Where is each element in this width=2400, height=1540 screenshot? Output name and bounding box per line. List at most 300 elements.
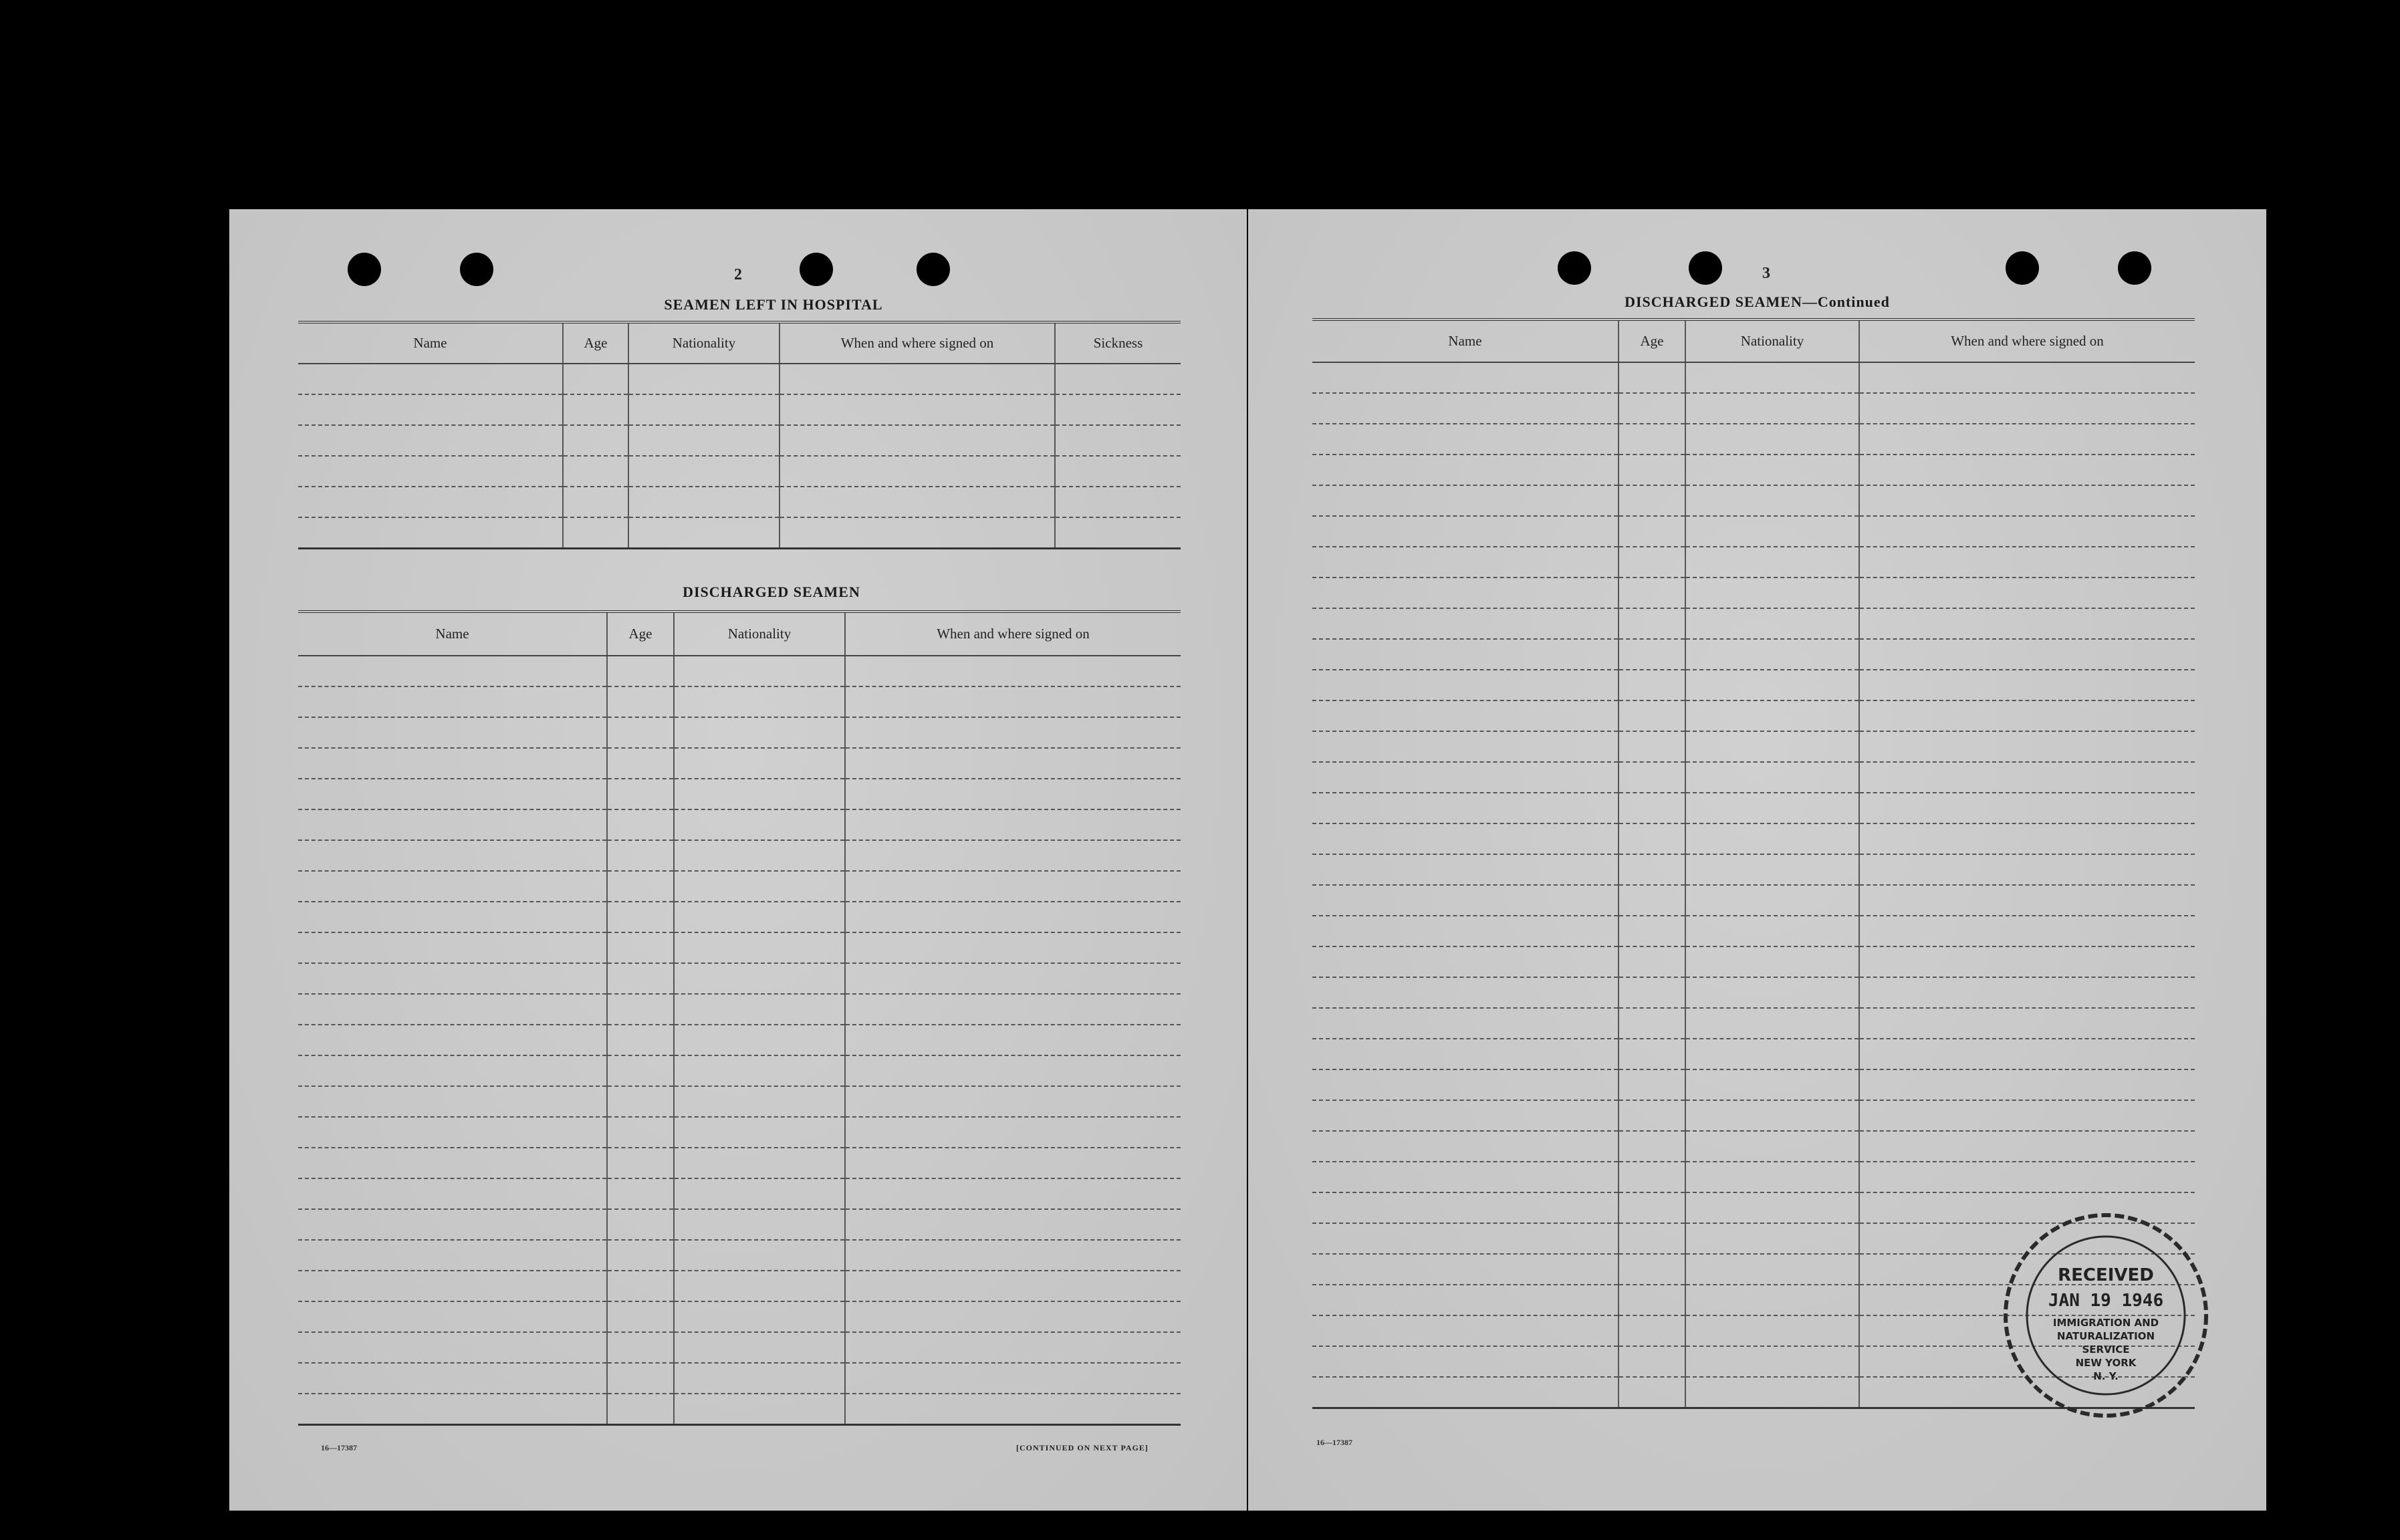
table-cell	[298, 1271, 607, 1301]
table-cell	[607, 871, 674, 902]
hospital-section-title: SEAMEN LEFT IN HOSPITAL	[664, 296, 883, 313]
table-cell	[1859, 578, 2195, 608]
table-row	[298, 871, 1181, 902]
punch-hole	[800, 253, 833, 286]
table-cell	[1859, 1039, 2195, 1069]
table-cell	[607, 1240, 674, 1271]
table-cell	[1312, 670, 1618, 700]
table-cell	[1859, 946, 2195, 977]
table-cell	[674, 932, 845, 963]
table-row	[298, 932, 1181, 963]
table-row	[1312, 731, 2195, 762]
table-cell	[1859, 823, 2195, 854]
table-cell	[845, 1148, 1181, 1178]
table-cell	[674, 809, 845, 840]
table-cell	[628, 517, 779, 548]
table-cell	[845, 1025, 1181, 1055]
table-cell	[607, 748, 674, 779]
continued-note: [CONTINUED ON NEXT PAGE]	[1016, 1443, 1149, 1452]
table-cell	[1859, 1100, 2195, 1131]
table-cell	[607, 717, 674, 748]
table-cell	[298, 1025, 607, 1055]
punch-hole	[348, 253, 381, 286]
table-cell	[845, 1055, 1181, 1086]
table-cell	[674, 1209, 845, 1240]
table-cell	[1312, 1039, 1618, 1069]
table-cell	[563, 394, 628, 425]
table-row	[1312, 516, 2195, 547]
form-number: 16—17387	[321, 1443, 357, 1452]
table-cell	[1618, 393, 1685, 424]
table-row	[298, 394, 1181, 425]
table-cell	[1312, 854, 1618, 885]
table-cell	[674, 1394, 845, 1424]
table-cell	[1685, 639, 1859, 670]
table-cell	[1685, 1315, 1859, 1346]
table-row	[298, 1394, 1181, 1424]
table-cell	[845, 1394, 1181, 1424]
table-cell	[607, 963, 674, 994]
column-header: Nationality	[628, 322, 779, 364]
table-cell	[1859, 670, 2195, 700]
table-cell	[1685, 670, 1859, 700]
table-row	[298, 1178, 1181, 1209]
table-cell	[779, 394, 1055, 425]
table-cell	[845, 1117, 1181, 1148]
table-cell	[1685, 362, 1859, 393]
table-cell	[298, 1332, 607, 1363]
table-row	[1312, 393, 2195, 424]
table-cell	[1618, 485, 1685, 516]
table-cell	[1618, 1285, 1685, 1315]
table-row	[298, 1055, 1181, 1086]
table-cell	[298, 1394, 607, 1424]
table-cell	[1312, 1285, 1618, 1315]
table-row	[298, 686, 1181, 717]
table-cell	[298, 656, 607, 686]
table-cell	[674, 871, 845, 902]
table-cell	[845, 656, 1181, 686]
table-cell	[779, 425, 1055, 456]
table-cell	[1312, 516, 1618, 547]
table-cell	[674, 1271, 845, 1301]
table-cell	[1312, 977, 1618, 1008]
table-cell	[1312, 916, 1618, 946]
table-row	[1312, 639, 2195, 670]
table-cell	[607, 1332, 674, 1363]
table-cell	[1618, 362, 1685, 393]
discharged-section-title: DISCHARGED SEAMEN	[683, 584, 860, 600]
table-cell	[1859, 639, 2195, 670]
table-cell	[1859, 608, 2195, 639]
table-cell	[607, 809, 674, 840]
table-cell	[1685, 1346, 1859, 1377]
table-cell	[1312, 578, 1618, 608]
table-row	[298, 1117, 1181, 1148]
table-cell	[1859, 916, 2195, 946]
table-cell	[298, 748, 607, 779]
table-cell	[674, 1178, 845, 1209]
table-cell	[1685, 1039, 1859, 1069]
table-row	[1312, 946, 2195, 977]
table-cell	[1685, 854, 1859, 885]
table-cell	[1055, 487, 1181, 517]
table-cell	[674, 963, 845, 994]
table-cell	[674, 840, 845, 871]
table-cell	[298, 1086, 607, 1117]
table-cell	[298, 994, 607, 1025]
table-cell	[1859, 393, 2195, 424]
table-cell	[607, 1086, 674, 1117]
table-cell	[1685, 916, 1859, 946]
table-cell	[607, 686, 674, 717]
table-cell	[1618, 455, 1685, 485]
table-cell	[1312, 393, 1618, 424]
table-cell	[1618, 516, 1685, 547]
table-cell	[1618, 639, 1685, 670]
table-cell	[298, 963, 607, 994]
table-cell	[674, 1055, 845, 1086]
table-cell	[1312, 547, 1618, 578]
table-row	[1312, 823, 2195, 854]
table-cell	[607, 1394, 674, 1424]
table-cell	[1685, 762, 1859, 793]
table-cell	[674, 1025, 845, 1055]
table-row	[298, 425, 1181, 456]
table-cell	[607, 1117, 674, 1148]
table-cell	[298, 1363, 607, 1394]
column-header: Name	[1312, 319, 1618, 362]
table-cell	[1618, 1346, 1685, 1377]
table-cell	[298, 686, 607, 717]
table-row	[1312, 916, 2195, 946]
table-cell	[1055, 517, 1181, 548]
table-row	[1312, 485, 2195, 516]
table-cell	[607, 1055, 674, 1086]
table-cell	[1685, 485, 1859, 516]
stamp-line3: IMMIGRATION AND	[2052, 1317, 2159, 1329]
table-cell	[1685, 977, 1859, 1008]
table-cell	[845, 932, 1181, 963]
table-cell	[298, 394, 563, 425]
table-row	[1312, 424, 2195, 455]
table-cell	[1618, 1223, 1685, 1254]
table-cell	[1685, 455, 1859, 485]
table-cell	[628, 456, 779, 487]
table-cell	[607, 1148, 674, 1178]
table-row	[298, 1148, 1181, 1178]
table-cell	[298, 779, 607, 809]
table-cell	[845, 871, 1181, 902]
table-row	[298, 779, 1181, 809]
table-cell	[1312, 885, 1618, 916]
table-cell	[845, 994, 1181, 1025]
table-cell	[298, 717, 607, 748]
table-cell	[1618, 1315, 1685, 1346]
column-header: When and where signed on	[779, 322, 1055, 364]
table-row	[1312, 455, 2195, 485]
table-cell	[1685, 1008, 1859, 1039]
table-cell	[628, 425, 779, 456]
hospital-table	[298, 321, 1181, 549]
table-cell	[1859, 793, 2195, 823]
column-header: Age	[1618, 319, 1685, 362]
table-cell	[1312, 1100, 1618, 1131]
table-cell	[298, 517, 563, 548]
table-cell	[1618, 946, 1685, 977]
table-cell	[845, 840, 1181, 871]
table-cell	[298, 902, 607, 932]
table-cell	[1618, 731, 1685, 762]
table-cell	[1312, 1377, 1618, 1408]
table-cell	[563, 364, 628, 394]
discharged-table	[298, 610, 1181, 1426]
table-row	[1312, 1162, 2195, 1192]
table-cell	[1618, 578, 1685, 608]
table-cell	[845, 902, 1181, 932]
stamp-line2: JAN 19 1946	[2048, 1291, 2164, 1311]
table-cell	[674, 748, 845, 779]
table-cell	[1312, 362, 1618, 393]
table-cell	[1859, 362, 2195, 393]
table-cell	[1312, 946, 1618, 977]
table-cell	[1312, 608, 1618, 639]
table-cell	[298, 487, 563, 517]
punch-hole	[1689, 251, 1722, 285]
table-cell	[845, 779, 1181, 809]
table-cell	[674, 656, 845, 686]
table-cell	[1055, 425, 1181, 456]
column-header: When and where signed on	[845, 612, 1181, 656]
table-cell	[674, 686, 845, 717]
table-cell	[1618, 608, 1685, 639]
table-cell	[1312, 793, 1618, 823]
table-cell	[1618, 823, 1685, 854]
table-row	[298, 517, 1181, 548]
table-cell	[298, 1055, 607, 1086]
table-cell	[674, 994, 845, 1025]
table-row	[1312, 762, 2195, 793]
table-cell	[674, 1148, 845, 1178]
table-cell	[779, 364, 1055, 394]
table-cell	[607, 1209, 674, 1240]
table-cell	[298, 425, 563, 456]
table-cell	[845, 1178, 1181, 1209]
table-row	[1312, 885, 2195, 916]
table-cell	[1618, 1069, 1685, 1100]
table-cell	[1859, 731, 2195, 762]
table-cell	[1618, 854, 1685, 885]
table-cell	[1618, 547, 1685, 578]
table-cell	[845, 717, 1181, 748]
table-cell	[1618, 1039, 1685, 1069]
table-cell	[1055, 364, 1181, 394]
table-cell	[298, 1209, 607, 1240]
table-row	[1312, 547, 2195, 578]
table-cell	[845, 1240, 1181, 1271]
table-cell	[1312, 1254, 1618, 1285]
table-cell	[1618, 885, 1685, 916]
table-cell	[1312, 424, 1618, 455]
table-cell	[563, 456, 628, 487]
table-cell	[1618, 1192, 1685, 1223]
table-cell	[1055, 456, 1181, 487]
column-header: Nationality	[1685, 319, 1859, 362]
table-row	[1312, 670, 2195, 700]
punch-hole	[460, 253, 493, 286]
punch-hole	[2118, 251, 2151, 285]
form-number: 16—17387	[1316, 1438, 1352, 1447]
table-cell	[1685, 1377, 1859, 1408]
table-row	[298, 963, 1181, 994]
table-cell	[607, 932, 674, 963]
table-cell	[1685, 1100, 1859, 1131]
table-cell	[1685, 1192, 1859, 1223]
table-cell	[779, 456, 1055, 487]
table-row	[298, 487, 1181, 517]
table-cell	[1312, 485, 1618, 516]
table-cell	[1859, 885, 2195, 916]
table-row	[298, 1363, 1181, 1394]
table-cell	[845, 1209, 1181, 1240]
table-cell	[563, 425, 628, 456]
table-row	[1312, 1069, 2195, 1100]
table-cell	[1685, 793, 1859, 823]
table-cell	[1685, 885, 1859, 916]
table-cell	[1859, 424, 2195, 455]
table-cell	[1685, 547, 1859, 578]
table-cell	[1312, 1131, 1618, 1162]
table-cell	[845, 1332, 1181, 1363]
table-cell	[607, 902, 674, 932]
table-cell	[607, 1178, 674, 1209]
table-cell	[1312, 1223, 1618, 1254]
table-cell	[298, 1301, 607, 1332]
table-cell	[1685, 608, 1859, 639]
table-cell	[845, 1301, 1181, 1332]
stamp-line5: SERVICE	[2082, 1343, 2130, 1356]
table-cell	[1859, 977, 2195, 1008]
punch-hole	[1558, 251, 1591, 285]
page-number: 2	[734, 266, 742, 283]
table-cell	[845, 1086, 1181, 1117]
table-cell	[607, 994, 674, 1025]
table-cell	[845, 963, 1181, 994]
table-cell	[563, 487, 628, 517]
table-row	[298, 656, 1181, 686]
table-row	[298, 1332, 1181, 1363]
table-row	[1312, 608, 2195, 639]
table-cell	[1312, 455, 1618, 485]
table-row	[298, 456, 1181, 487]
table-cell	[1859, 854, 2195, 885]
table-cell	[1312, 823, 1618, 854]
table-cell	[1618, 762, 1685, 793]
table-cell	[1859, 1008, 2195, 1039]
table-row	[1312, 1100, 2195, 1131]
table-cell	[779, 517, 1055, 548]
table-row	[298, 902, 1181, 932]
table-cell	[1685, 1254, 1859, 1285]
table-cell	[1618, 1162, 1685, 1192]
stamp-line1: RECEIVED	[2058, 1265, 2154, 1285]
table-cell	[1312, 1315, 1618, 1346]
table-cell	[1685, 946, 1859, 977]
table-row	[298, 717, 1181, 748]
table-cell	[674, 1301, 845, 1332]
table-row	[1312, 1131, 2195, 1162]
punch-hole	[917, 253, 950, 286]
table-row	[298, 1301, 1181, 1332]
table-cell	[1685, 1285, 1859, 1315]
stamp-line6: NEW YORK	[2075, 1357, 2137, 1369]
column-header: Age	[607, 612, 674, 656]
table-cell	[1618, 424, 1685, 455]
table-cell	[1685, 700, 1859, 731]
table-cell	[674, 1086, 845, 1117]
table-cell	[1618, 700, 1685, 731]
table-row	[1312, 362, 2195, 393]
table-cell	[1685, 1131, 1859, 1162]
table-cell	[1618, 1254, 1685, 1285]
table-cell	[1859, 547, 2195, 578]
table-cell	[1859, 485, 2195, 516]
table-cell	[674, 1240, 845, 1271]
table-row	[298, 1209, 1181, 1240]
table-cell	[1685, 1162, 1859, 1192]
table-row	[1312, 793, 2195, 823]
table-cell	[1312, 762, 1618, 793]
table-cell	[1312, 639, 1618, 670]
table-cell	[845, 686, 1181, 717]
column-header: Name	[298, 322, 563, 364]
table-cell	[1312, 1346, 1618, 1377]
table-cell	[674, 1332, 845, 1363]
table-cell	[1312, 1162, 1618, 1192]
table-row	[298, 1086, 1181, 1117]
column-header: When and where signed on	[1859, 319, 2195, 362]
table-cell	[1685, 578, 1859, 608]
table-row	[1312, 700, 2195, 731]
table-cell	[1618, 793, 1685, 823]
table-cell	[1312, 1069, 1618, 1100]
page-number: 3	[1762, 265, 1770, 282]
table-cell	[1859, 762, 2195, 793]
table-row	[298, 364, 1181, 394]
table-row	[1312, 1039, 2195, 1069]
table-cell	[607, 1301, 674, 1332]
table-row	[1312, 977, 2195, 1008]
table-cell	[628, 487, 779, 517]
table-cell	[1685, 823, 1859, 854]
table-row	[298, 748, 1181, 779]
table-cell	[1859, 1069, 2195, 1100]
table-cell	[674, 902, 845, 932]
table-cell	[298, 840, 607, 871]
table-cell	[845, 1363, 1181, 1394]
table-cell	[628, 364, 779, 394]
table-cell	[1312, 1192, 1618, 1223]
table-cell	[607, 1271, 674, 1301]
table-cell	[1618, 1100, 1685, 1131]
table-cell	[845, 1271, 1181, 1301]
table-cell	[628, 394, 779, 425]
table-cell	[1618, 1131, 1685, 1162]
table-cell	[1312, 700, 1618, 731]
stamp-line7: N. Y.	[2093, 1370, 2119, 1382]
table-cell	[298, 1240, 607, 1271]
table-cell	[1685, 424, 1859, 455]
